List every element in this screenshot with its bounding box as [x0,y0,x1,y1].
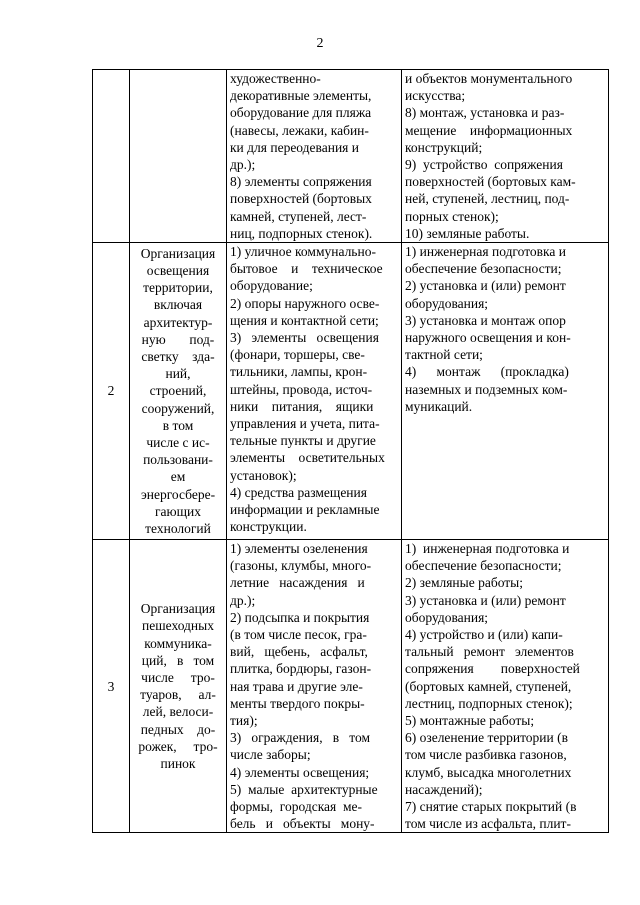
works-cell-line: 3) установка и монтаж опор [405,312,566,328]
object-name-cell-line: территории, [143,280,213,296]
works-cell-line: и объектов монументального [405,71,573,86]
elements-cell-line: декоративные элементы, [230,88,372,104]
works-cell-line: 6) озеленение территории (в [405,730,568,746]
elements-cell-line: 4) средства размещения [230,484,367,500]
object-name-cell-line: архитектур- [143,314,213,330]
elements-cell-line: плитка, бордюры, газон- [230,661,372,677]
object-name-cell-line: технологий [145,521,211,537]
works-cell-line: тактной сети; [405,347,483,363]
object-name-cell-line: освещения [146,263,210,278]
row-number-cell: 3 [93,540,130,833]
works-cell-line: поверхностей (бортовых кам- [405,174,576,190]
object-name-cell-line: туаров, ал- [140,687,216,703]
elements-cell-line: 5) малые архитектурные [230,781,378,797]
works-cell-line: искусства; [405,88,466,104]
improvement-table [92,69,609,833]
elements-cell-line: поверхностей (бортовых [230,191,372,207]
elements-cell-line: 3) элементы освещения [230,330,379,346]
object-name-cell-line: ную под- [141,331,215,347]
object-name-cell-line: рожек, тро- [138,738,218,754]
works-cell [402,243,609,540]
works-cell-line: оборудования; [405,295,489,311]
elements-cell-line: 4) элементы освещения; [230,764,370,780]
works-cell-line: 1) инженерная подготовка и [405,541,570,557]
elements-cell-line: камней, ступеней, лест- [230,208,367,224]
object-name-cell-line: педных до- [140,721,216,737]
object-name-cell-line: светку зда- [141,349,215,365]
works-cell-line: мещение информационных [405,122,573,138]
elements-cell-line: конструкции. [230,519,307,535]
object-name-cell-line: включая [153,297,203,313]
works-cell-line: сопряжения поверхностей [405,661,580,677]
elements-cell-line: художественно- [230,71,321,86]
works-cell [402,70,609,243]
object-name-cell-line: числе с ис- [146,435,210,451]
object-name-cell [130,70,227,243]
object-name-cell-line: коммуника- [144,635,212,651]
elements-cell-line: щения и контактной сети; [230,312,379,328]
elements-cell-line: числе заборы; [230,747,311,763]
object-name-cell-line: ций, в том [141,652,215,668]
table-row [93,70,609,243]
works-cell-line: ней, ступеней, лестниц, под- [405,191,570,207]
elements-cell-line: бытовое и техническое [230,261,383,277]
elements-cell-line: (фонари, торшеры, све- [230,347,365,363]
elements-cell-line: 1) уличное коммунально- [230,244,376,260]
table-row [93,540,609,833]
object-name-cell-line: ем [170,469,186,485]
works-cell-line: 10) земляные работы. [405,225,530,241]
table-body [93,70,609,833]
elements-cell-line: формы, городская ме- [230,799,363,815]
elements-cell-line: тельные пункты и другие [230,433,376,449]
object-name-cell-line: сооружений, [141,400,215,416]
works-cell-line: 2) земляные работы; [405,575,523,591]
elements-cell-line: элементы осветительных [230,450,385,466]
elements-cell-line: менты твердого покры- [230,695,365,711]
object-name-cell-line: в том [162,417,194,433]
works-cell-line: 2) установка и (или) ремонт [405,278,566,294]
elements-cell-line: установок); [230,467,297,483]
works-cell-line: лестниц, подпорных стенок); [405,695,573,711]
elements-cell-line: ная трава и другие эле- [230,678,363,694]
elements-cell-line: ники питания, ящики [230,398,374,414]
works-cell-line: насаждений); [405,781,483,797]
row-number-cell [93,70,130,243]
works-cell [402,540,609,833]
works-cell-line: 3) установка и (или) ремонт [405,592,566,608]
elements-cell [227,243,402,540]
object-name-cell [130,540,227,833]
object-name-cell-line: строений, [149,383,207,399]
elements-cell-line: (в том числе песок, гра- [230,627,367,643]
elements-cell-line: 2) подсыпка и покрытия [230,609,370,625]
row-number-cell: 2 [93,243,130,540]
object-name-cell-line: пешеходных [142,618,214,634]
elements-cell-line: тия); [230,713,258,729]
works-cell-line: 8) монтаж, установка и раз- [405,105,565,121]
elements-cell-line: 2) опоры наружного осве- [230,295,380,311]
object-name-cell-line: Организация [140,245,216,261]
page-number: 2 [316,36,324,51]
works-cell-line: 9) устройство сопряжения [405,157,563,173]
elements-cell-line: 1) элементы озеленения [230,541,368,557]
works-cell-line: 4) монтаж (прокладка) [405,364,569,380]
elements-cell-line: штейны, провода, источ- [230,381,373,397]
object-name-cell-line: Организация [140,601,216,617]
elements-cell-line: др.); [230,592,256,608]
works-cell-line: наружного освещения и кон- [405,330,571,346]
elements-cell-line: летние насаждения и [230,575,365,591]
object-name-cell-line: лей, велоси- [142,704,214,720]
elements-cell-line: ки для переодевания и [230,139,359,155]
works-cell-line: 7) снятие старых покрытий (в [405,799,577,815]
works-cell-line: 4) устройство и (или) капи- [405,627,563,643]
works-cell-line: оборудования; [405,609,489,625]
works-cell-line: конструкций; [405,139,483,155]
elements-cell-line: тильники, лампы, крон- [230,364,368,380]
table-row [93,243,609,540]
works-cell-line: том числе из асфальта, плит- [405,816,571,832]
works-cell-line: клумб, высадка многолетних [405,764,572,780]
works-cell-line: наземных и подземных ком- [405,381,568,397]
works-cell-line: том числе разбивка газонов, [405,747,567,763]
elements-cell-line: оборудование; [230,278,313,294]
works-cell-line: 5) монтажные работы; [405,713,535,729]
elements-cell-line: управления и учета, пита- [230,416,380,432]
works-cell-line: обеспечение безопасности; [405,261,562,277]
elements-cell-line: 8) элементы сопряжения [230,174,372,190]
works-cell-line: муникаций. [405,398,473,414]
object-name-cell-line: пользовани- [143,452,213,468]
elements-cell-line: вий, щебень, асфальт, [230,644,368,660]
works-cell-line: (бортовых камней, ступеней, [405,678,572,694]
elements-cell-line: 3) ограждения, в том [230,730,371,746]
elements-cell [227,540,402,833]
elements-cell-line: оборудование для пляжа [230,105,372,121]
elements-cell-line: (газоны, клумбы, много- [230,558,372,574]
elements-cell-line: др.); [230,157,256,173]
works-cell-line: 1) инженерная подготовка и [405,244,566,260]
elements-cell-line: информации и рекламные [230,502,380,518]
elements-cell [227,70,402,243]
elements-cell-line: (навесы, лежаки, кабин- [230,122,369,138]
object-name-cell-line: пинок [160,756,196,772]
elements-cell-line: ниц, подпорных стенок). [230,225,373,241]
object-name-cell-line: гающих [155,503,201,519]
object-name-cell-line: числе тро- [141,670,215,686]
works-cell-line: порных стенок); [405,208,499,224]
works-cell-line: обеспечение безопасности; [405,558,562,574]
object-name-cell [130,243,227,540]
elements-cell-line: бель и объекты мону- [230,816,375,832]
works-cell-line: тальный ремонт элементов [405,644,574,660]
object-name-cell-line: энергосбере- [140,486,216,502]
object-name-cell-line: ний, [165,366,191,382]
